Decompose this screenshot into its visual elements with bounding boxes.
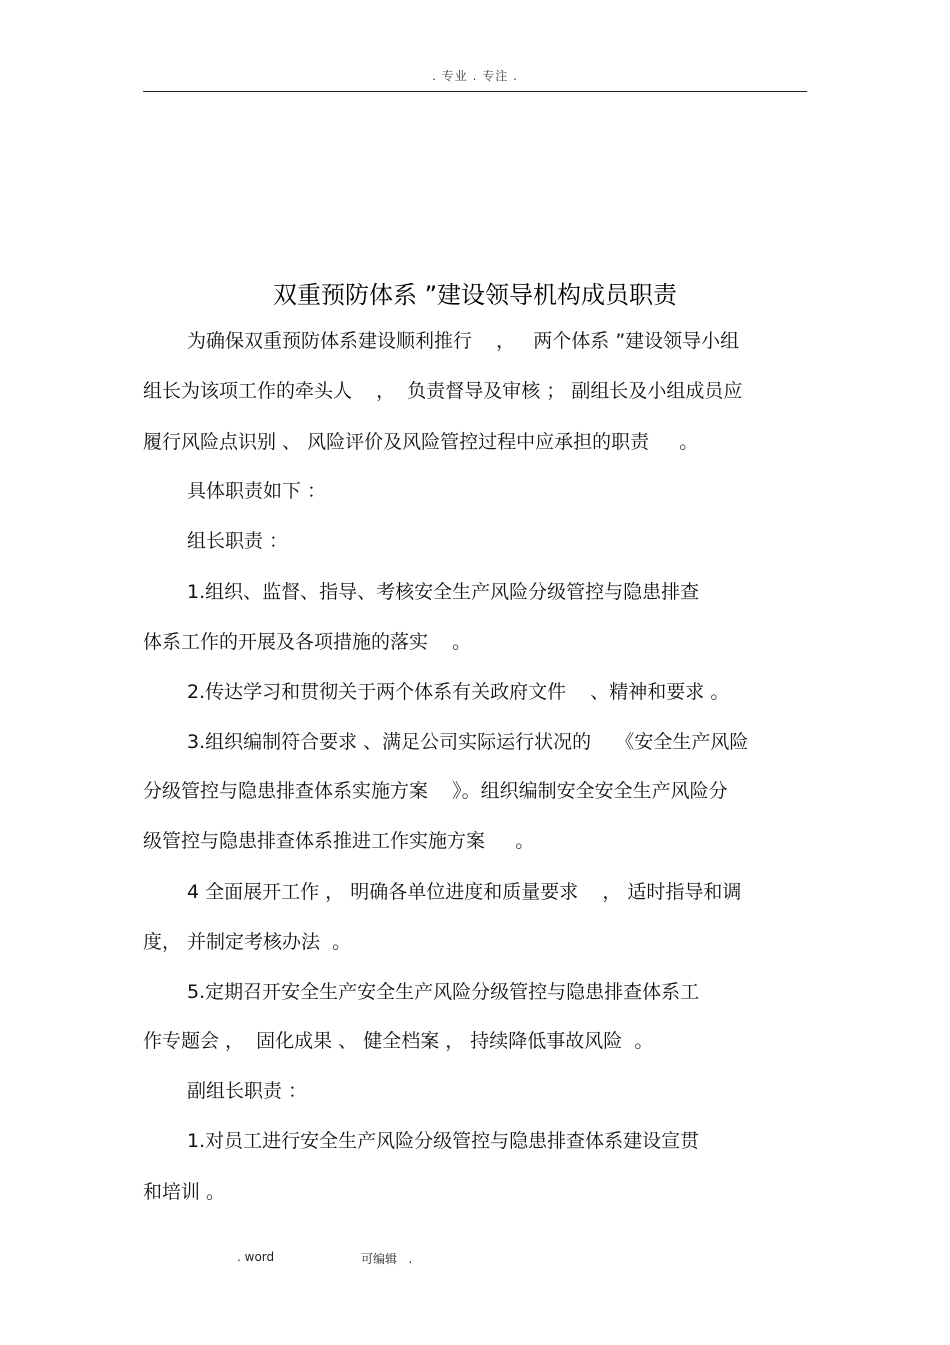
- body-line: 2.传达学习和贯彻关于两个体系有关政府文件 、精神和要求 。: [187, 681, 730, 703]
- section-heading: 副组长职责 ：: [187, 1080, 308, 1102]
- body-line: 组长为该项工作的牵头人 ， 负责督导及审核 ； 副组长及小组成员应: [143, 380, 743, 402]
- document-title: 双重预防体系 ”建设领导机构成员职责: [272, 281, 678, 309]
- body-line: 体系工作的开展及各项措施的落实 。: [143, 631, 472, 653]
- running-header: . 专业 . 专注 .: [432, 69, 518, 83]
- body-line: 级管控与隐患排查体系推进工作实施方案 。: [143, 830, 535, 852]
- body-line: 具体职责如下 ：: [187, 480, 327, 502]
- body-line: 5.定期召开安全生产安全生产风险分级管控与隐患排查体系工: [187, 981, 700, 1003]
- body-line: 和培训 。: [143, 1181, 226, 1203]
- body-line: 履行风险点识别 、 风险评价及风险管控过程中应承担的职责 。: [143, 431, 699, 453]
- section-heading: 组长职责 ：: [187, 530, 289, 552]
- header-divider: [143, 91, 807, 92]
- body-line: 4 全面展开工作 ， 明确各单位进度和质量要求 ， 适时指导和调: [187, 881, 742, 903]
- body-line: 分级管控与隐患排查体系实施方案 》。组织编制安全安全生产风险分: [143, 780, 728, 802]
- body-line: 1.对员工进行安全生产风险分级管控与隐患排查体系建设宣贯: [187, 1130, 700, 1152]
- body-line: 1.组织、监督、指导、考核安全生产风险分级管控与隐患排查: [187, 581, 700, 603]
- body-line: 3.组织编制符合要求 、满足公司实际运行状况的 《安全生产风险: [187, 731, 749, 753]
- footer-editable-label: 可编辑 .: [361, 1252, 413, 1266]
- footer-word-label: . word: [237, 1250, 275, 1264]
- body-line: 度， 并制定考核办法 。: [143, 931, 352, 953]
- body-line: 为确保双重预防体系建设顺利推行 ， 两个体系 ”建设领导小组: [187, 330, 740, 352]
- body-line: 作专题会 ， 固化成果 、 健全档案 ， 持续降低事故风险 。: [143, 1030, 654, 1052]
